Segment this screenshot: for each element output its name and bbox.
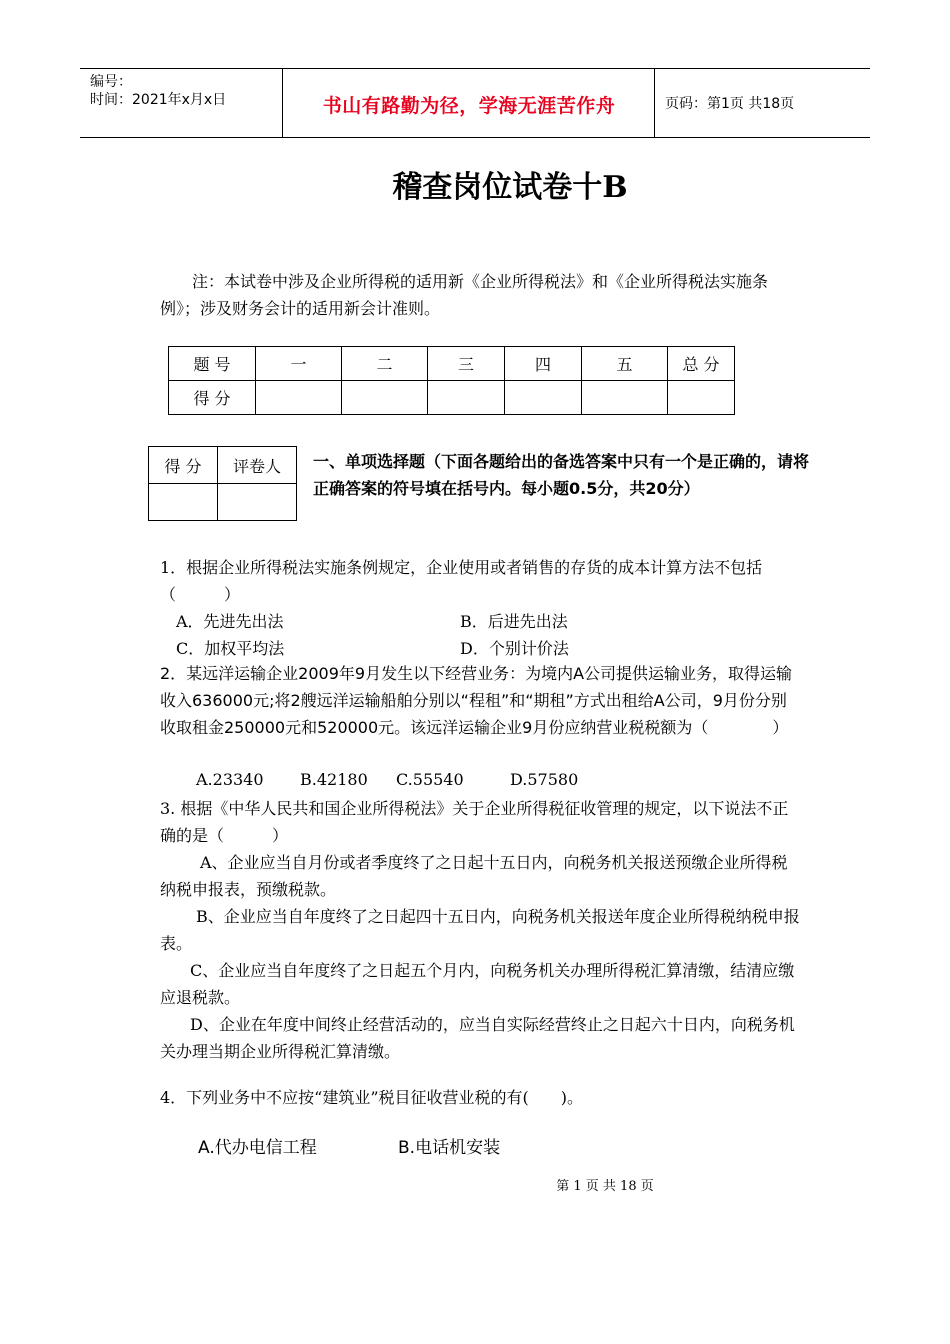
grader-score-label: 得 分 [149, 447, 218, 484]
question-2-option-d: D.57580 [510, 770, 579, 789]
score-cell[interactable] [428, 381, 505, 415]
header-meta [90, 73, 226, 109]
grader-table [148, 446, 297, 521]
score-row-label: 得 分 [169, 381, 256, 415]
question-1-option-d: D．个别计价法 [460, 639, 569, 658]
score-cell[interactable] [582, 381, 668, 415]
score-cell[interactable] [668, 381, 735, 415]
score-header-cell: 三 [428, 347, 505, 381]
exam-note-text: 注：本试卷中涉及企业所得税的适用新《企业所得税法》和《企业所得税法实施条例》；涉及财务会计的适用新会计准则。 [160, 272, 769, 318]
question-1-option-c: C．加权平均法 [176, 639, 285, 658]
question-1-option-b: B．后进先出法 [460, 612, 568, 631]
question-4-stem: 4．下列业务中不应按“建筑业”税目征收营业税的有( )。 [160, 1088, 584, 1107]
question-2-option-c: C.55540 [396, 770, 464, 789]
score-header-cell: 题 号 [169, 347, 256, 381]
score-header-cell: 二 [342, 347, 428, 381]
score-header-cell: 五 [582, 347, 668, 381]
score-cell[interactable] [256, 381, 342, 415]
section-heading: 一、单项选择题（下面各题给出的备选答案中只有一个是正确的，请将正确答案的符号填在括号内。每小题0.5分，共20分） [313, 452, 810, 498]
question-4-option-a: A.代办电信工程 [198, 1138, 317, 1158]
score-header-cell: 总 分 [668, 347, 735, 381]
score-cell[interactable] [342, 381, 428, 415]
header-page-info: 页码：第1页 共18页 [665, 96, 795, 112]
score-header-cell: 一 [256, 347, 342, 381]
serial-label: 编号： [90, 74, 132, 90]
question-1-option-a: A．先进先出法 [176, 612, 284, 631]
grader-name-label: 评卷人 [218, 447, 297, 484]
page-footer: 第 1 页 共 18 页 [556, 1179, 654, 1194]
question-3-stem: 3. 根据《中华人民共和国企业所得税法》关于企业所得税征收管理的规定，以下说法不正确的是（ ） [160, 799, 789, 845]
date-label: 时间：2021年x月x日 [90, 92, 227, 108]
question-3-option-a: A、企业应当自月份或者季度终了之日起十五日内，向税务机关报送预缴企业所得税纳税申报表，预缴税款。 [160, 853, 788, 899]
header-motto: 书山有路勤为径，学海无涯苦作舟 [322, 95, 616, 117]
grader-score-cell[interactable] [149, 484, 218, 521]
score-table-score-row [169, 381, 735, 415]
question-4-option-b: B.电话机安装 [398, 1138, 501, 1158]
question-1-stem: 1．根据企业所得税法实施条例规定，企业使用或者销售的存货的成本计算方法不包括（ ） [160, 558, 763, 604]
page-header [80, 68, 870, 138]
question-3-option-b: B、企业应当自年度终了之日起四十五日内，向税务机关报送年度企业所得税纳税申报表。 [160, 907, 800, 953]
score-table [168, 346, 735, 415]
score-header-cell: 四 [505, 347, 582, 381]
question-2-stem: 2．某远洋运输企业2009年9月发生以下经营业务：为境内A公司提供运输业务，取得运输收入636000元;将2艘远洋运输船舶分别以“程租”和“期租”方式出租给A公司，9月份分别收取租金250000元和520000元。该远洋运输企业9月份应纳营业税税额为（ ） [160, 664, 793, 737]
question-3-option-c: C、企业应当自年度终了之日起五个月内，向税务机关办理所得税汇算清缴，结清应缴应退税款。 [160, 961, 795, 1007]
score-cell[interactable] [505, 381, 582, 415]
grader-name-cell[interactable] [218, 484, 297, 521]
exam-note [160, 268, 800, 322]
question-2-option-a: A.23340 [196, 770, 264, 789]
question-2-option-b: B.42180 [300, 770, 368, 789]
exam-title: 稽查岗位试卷十B [392, 170, 628, 205]
score-table-header-row [169, 347, 735, 381]
question-3-option-d: D、企业在年度中间终止经营活动的，应当自实际经营终止之日起六十日内，向税务机关办理当期企业所得税汇算清缴。 [160, 1015, 795, 1061]
